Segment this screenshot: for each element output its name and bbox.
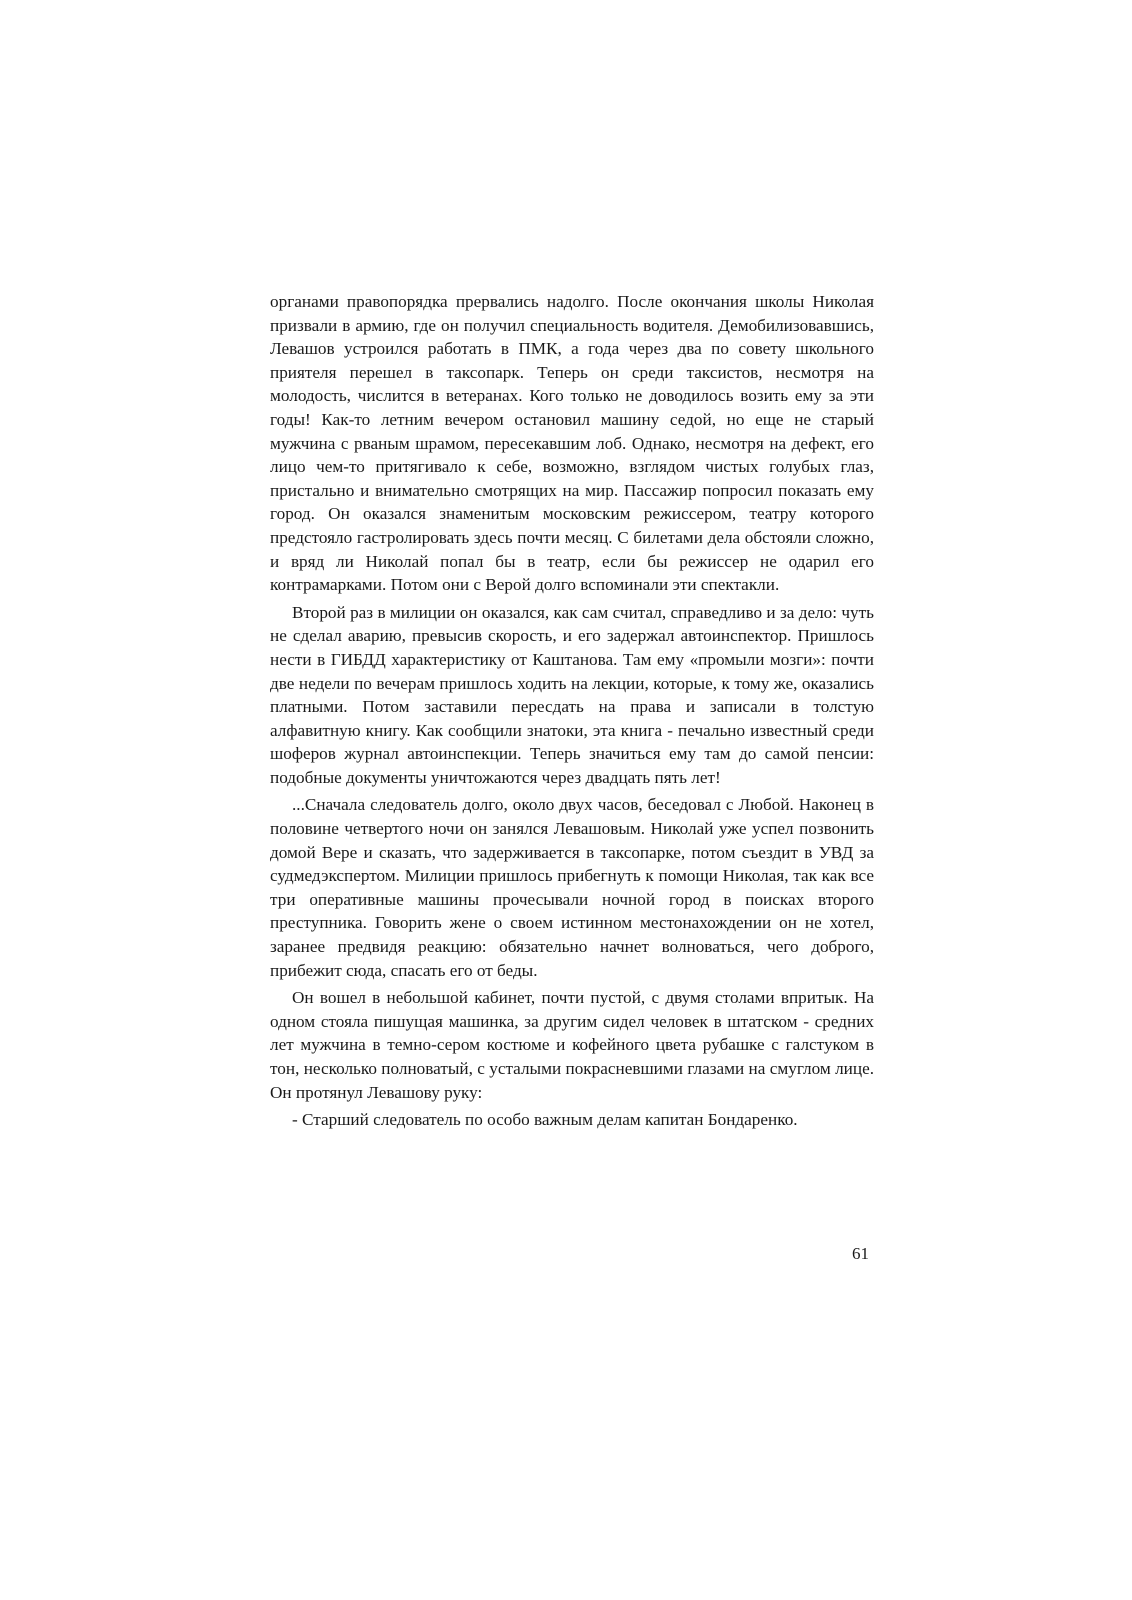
paragraph-4: Он вошел в небольшой кабинет, почти пустой, с двумя столами впритык. На одном стояла пишущая машинка, за другим сидел человек в штатском - средних лет мужчина в темно-сером костюме и кофейного цвета рубашке с галстуком в тон, несколько полноватый, с усталыми покрасневшими глазами на смуглом лице. Он протянул Левашову руку: — [270, 988, 874, 1102]
paragraph-2: Второй раз в милиции он оказался, как сам считал, справедливо и за дело: чуть не сделал аварию, превысив скорость, и его задержал автоинспектор. Пришлось нести в ГИБДД характеристику от Каштанова. Там ему «промыли мозги»: почти две недели по вечерам пришлось ходить на лекции, которые, к тому же, оказались платными. Потом заставили пересдать на права и записали в толстую алфавитную книгу. Как сообщили знатоки, эта книга - печально известный среди шоферов журнал автоинспекции. Теперь значиться ему там до самой пенсии: подобные документы уничтожаются через двадцать пять лет! — [270, 602, 874, 787]
body-text — [270, 290, 874, 1136]
paragraph-3: ...Сначала следователь долго, около двух часов, беседовал с Любой. Наконец в половине четвертого ночи он занялся Левашовым. Николай уже успел позвонить домой Вере и сказать, что задерживается в таксопарке, потом съездит в УВД за судмедэкспертом. Милиции пришлось прибегнуть к помощи Николая, так как все три оперативные машины прочесывали ночной город в поисках второго преступника. Говорить жене о своем истинном местонахождении он не хотел, заранее предвидя реакцию: обязательно начнет волноваться, чего доброго, прибежит сюда, спасать его от беды. — [270, 795, 874, 980]
paragraph-1: органами правопорядка прервались надолго. После окончания школы Николая призвали в армию, где он получил специальность водителя. Демобилизовавшись, Левашов устроился работать в ПМК, а года через два по совету школьного приятеля перешел в таксопарк. Теперь он среди таксистов, несмотря на молодость, числится в ветеранах. Кого только не доводилось возить ему за эти годы! Как-то летним вечером остановил машину седой, но еще не старый мужчина с рваным шрамом, пересекавшим лоб. Однако, несмотря на дефект, его лицо чем-то притягивало к себе, возможно, взглядом чистых голубых глаз, пристально и внимательно смотрящих на мир. Пассажир попросил показать ему город. Он оказался знаменитым московским режиссером, театру которого предстояло гастролировать здесь почти месяц. С билетами дела обстояли сложно, и вряд ли Николай попал бы в театр, если бы режиссер не одарил его контрамарками. Потом они с Верой долго вспоминали эти спектакли. — [270, 292, 874, 595]
page-number: 61 — [852, 1244, 869, 1263]
paragraph-5: - Старший следователь по особо важным делам капитан Бондаренко. — [292, 1110, 798, 1130]
